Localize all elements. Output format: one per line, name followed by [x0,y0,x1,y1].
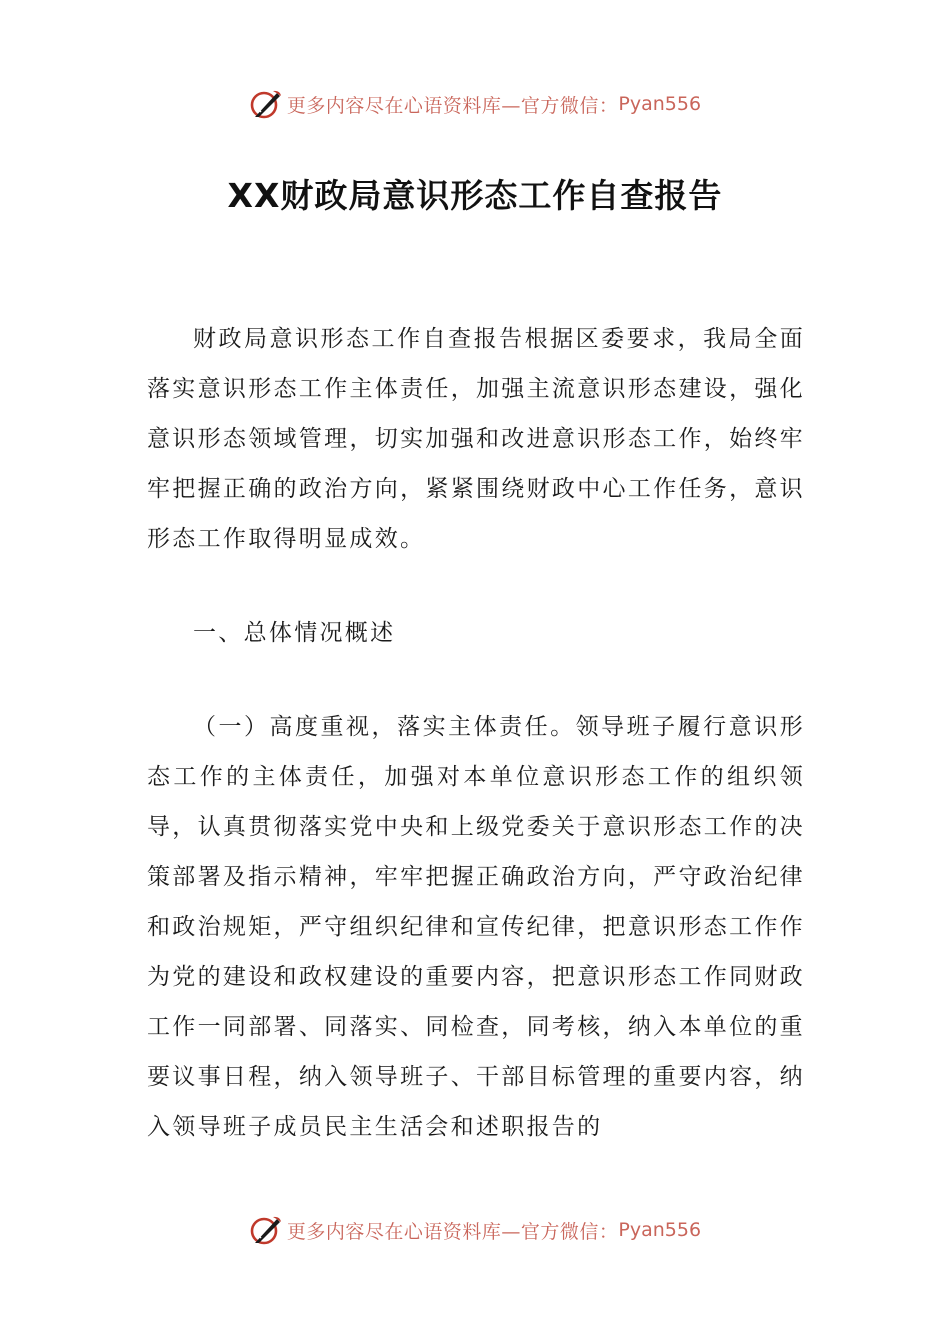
quill-pen-logo-icon [249,1213,283,1247]
watermark-text: 更多内容尽在心语资料库—官方微信： [286,1220,619,1243]
quill-pen-logo-icon [249,87,283,121]
document-body [147,314,805,1152]
header-watermark [0,84,950,124]
watermark-text: 更多内容尽在心语资料库—官方微信： [286,94,619,117]
subsection-paragraph: （一）高度重视，落实主体责任。领导班子履行意识形态工作的主体责任，加强对本单位意识形态工作的组织领导，认真贯彻落实党中央和上级党委关于意识形态工作的决策部署及指示精神，牢牢把握正确政治方向，严守政治纪律和政治规矩，严守组织纪律和宣传纪律，把意识形态工作作为党的建设和政权建设的重要内容，把意识形态工作同财政工作一同部署、同落实、同检查，同考核，纳入本单位的重要议事日程，纳入领导班子、干部目标管理的重要内容，纳入领导班子成员民主生活会和述职报告的 [147,714,805,1140]
watermark-wechat-id: Pyan556 [618,1219,702,1241]
footer-watermark [0,1210,950,1250]
section-heading: 一、总体情况概述 [193,620,396,646]
watermark-wechat-id: Pyan556 [618,93,702,115]
document-title: XX财政局意识形态工作自查报告 [227,176,723,215]
intro-paragraph: 财政局意识形态工作自查报告根据区委要求，我局全面落实意识形态工作主体责任，加强主流意识形态建设，强化意识形态领域管理，切实加强和改进意识形态工作，始终牢牢把握正确的政治方向，紧紧围绕财政中心工作任务，意识形态工作取得明显成效。 [147,326,805,552]
